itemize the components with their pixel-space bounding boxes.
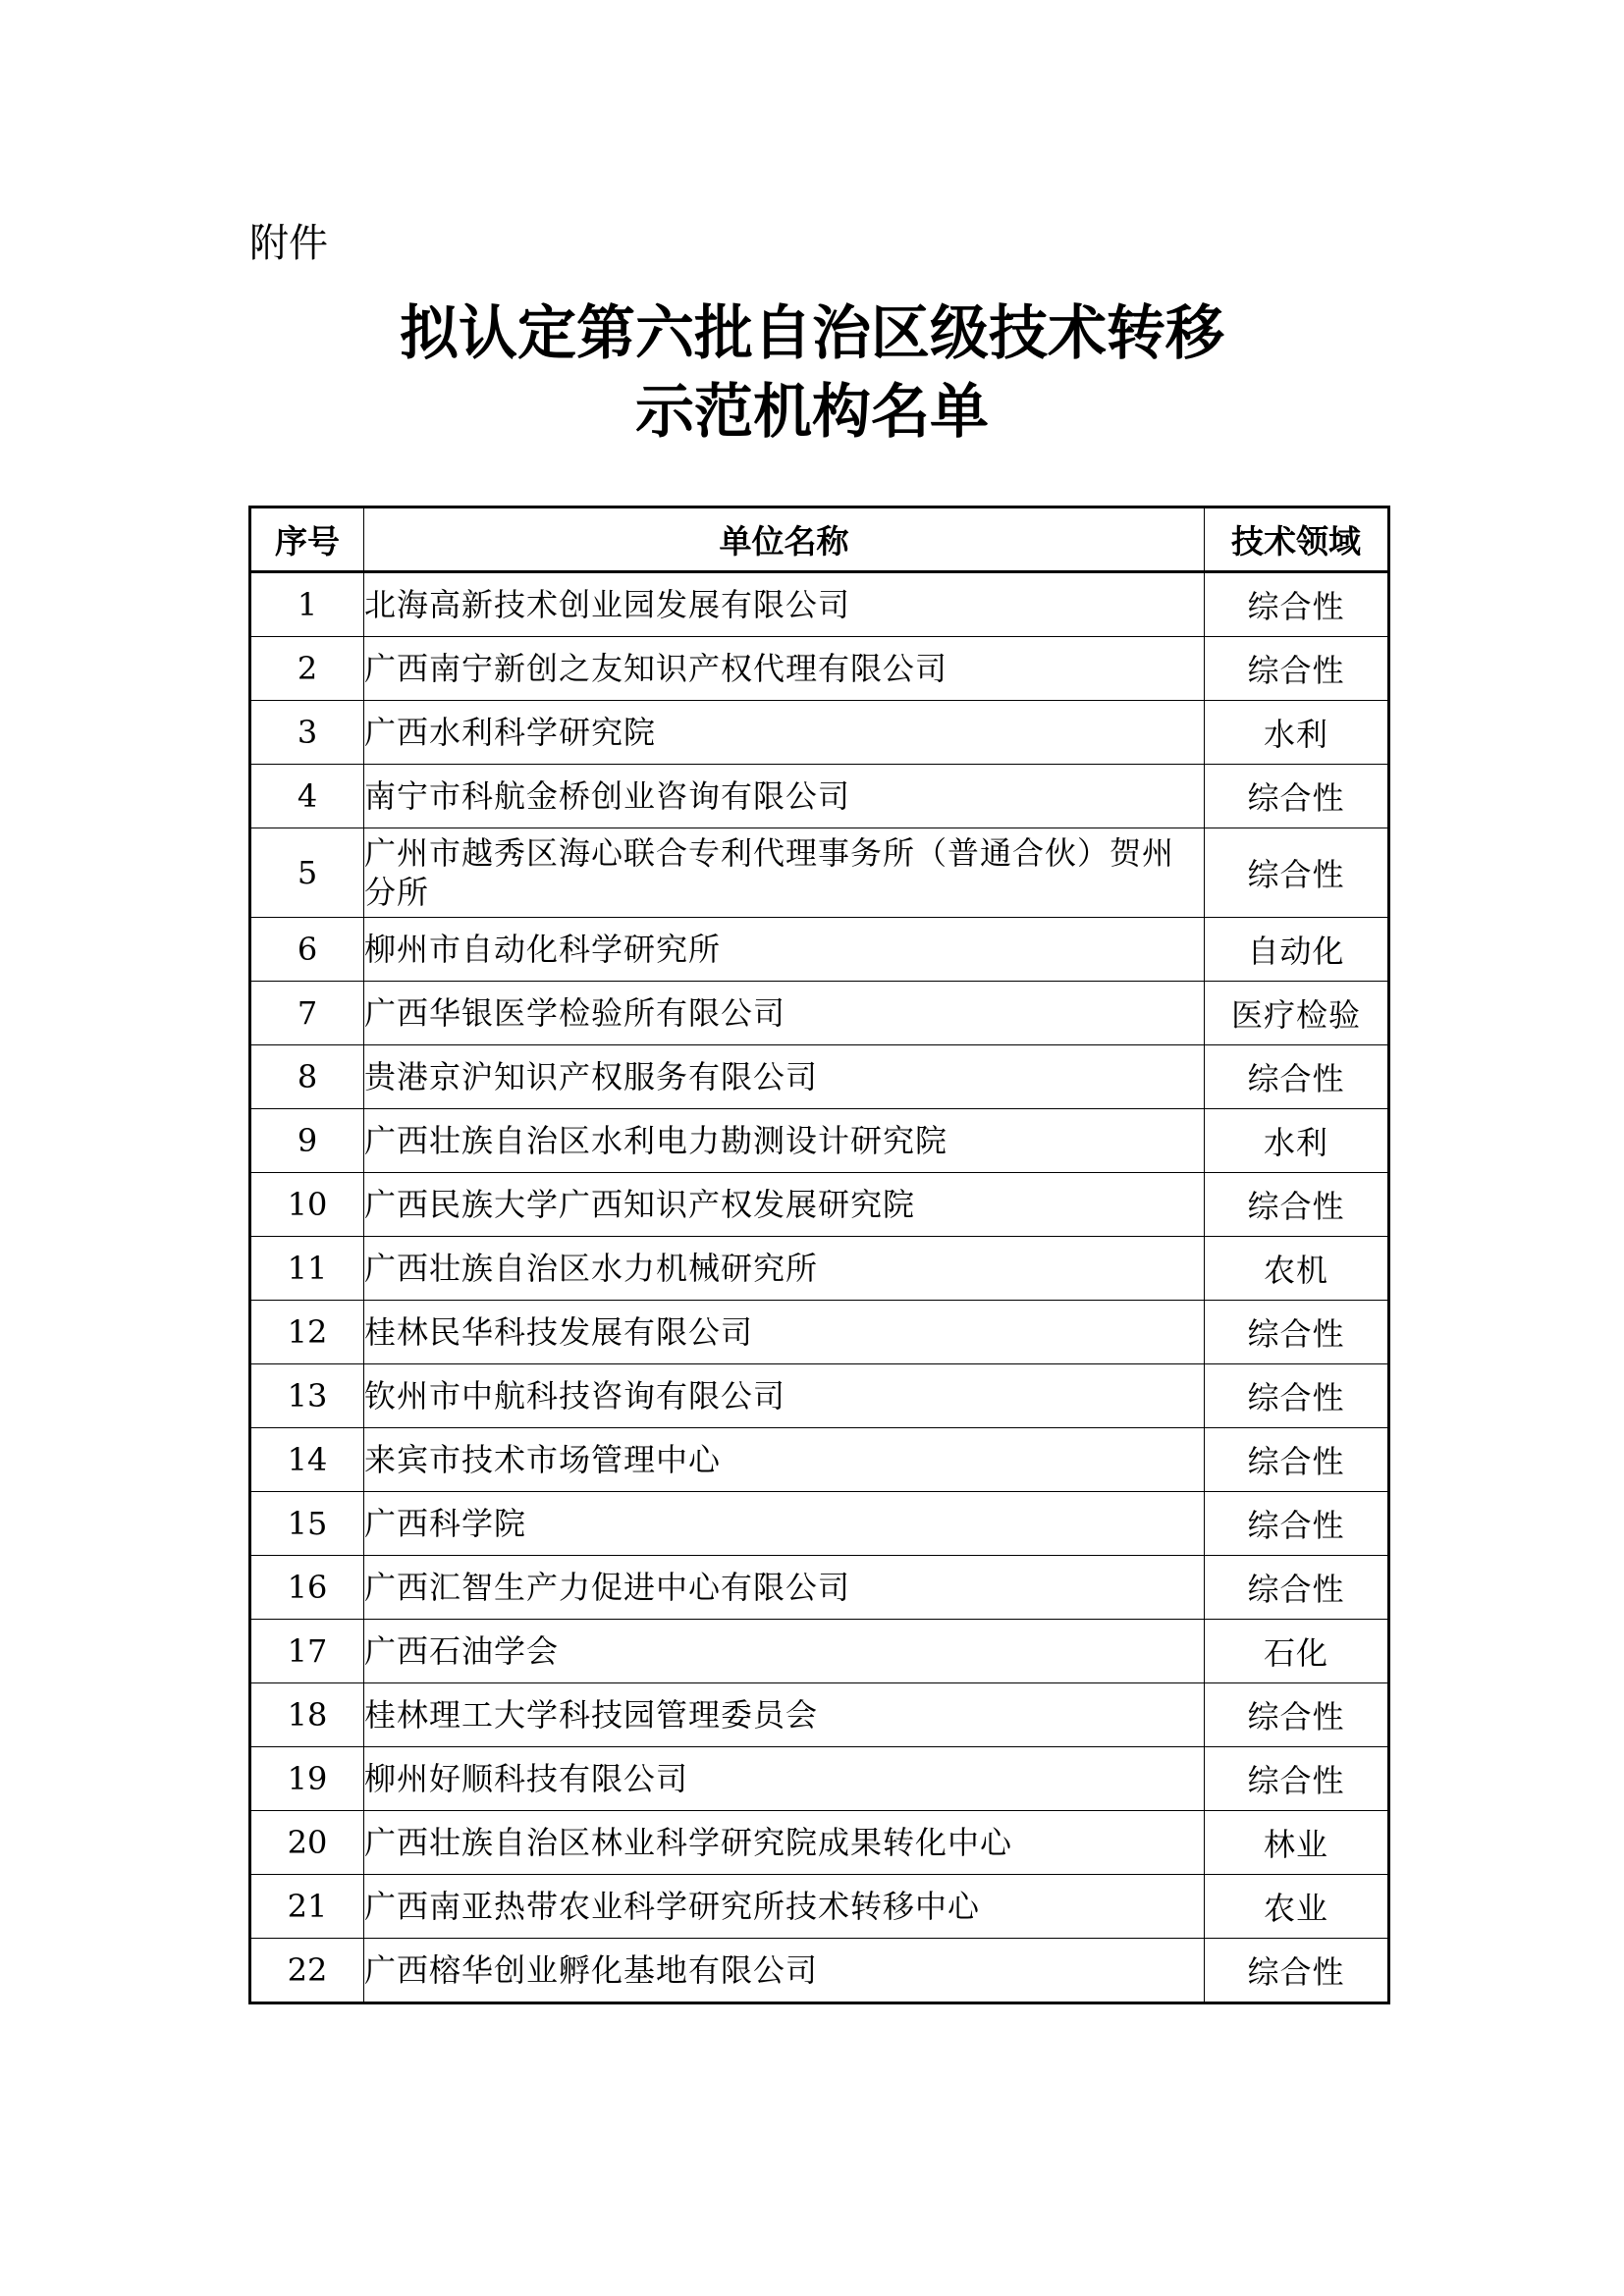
row-number: 10 (250, 1173, 364, 1237)
row-number: 11 (250, 1237, 364, 1301)
technical-field: 综合性 (1205, 572, 1389, 637)
institution-name: 桂林民华科技发展有限公司 (364, 1301, 1205, 1364)
table-row (250, 828, 1389, 918)
institution-name: 广西南宁新创之友知识产权代理有限公司 (364, 637, 1205, 701)
technical-field: 综合性 (1205, 1939, 1389, 2003)
table-row (250, 1364, 1389, 1428)
institution-name: 来宾市技术市场管理中心 (364, 1428, 1205, 1492)
technical-field: 综合性 (1205, 828, 1389, 918)
institution-name: 柳州好顺科技有限公司 (364, 1747, 1205, 1811)
document-title-line2: 示范机构名单 (635, 378, 989, 447)
technical-field: 综合性 (1205, 1556, 1389, 1620)
institution-name: 桂林理工大学科技园管理委员会 (364, 1683, 1205, 1747)
technical-field: 综合性 (1205, 1492, 1389, 1556)
technical-field: 农机 (1205, 1237, 1389, 1301)
document-title-line1: 拟认定第六批自治区级技术转移 (400, 299, 1224, 368)
technical-field: 综合性 (1205, 1747, 1389, 1811)
institution-name: 广西壮族自治区水利电力勘测设计研究院 (364, 1109, 1205, 1173)
row-number: 19 (250, 1747, 364, 1811)
table-row (250, 1237, 1389, 1301)
row-number: 21 (250, 1875, 364, 1939)
row-number: 3 (250, 701, 364, 765)
row-number: 7 (250, 982, 364, 1045)
row-number: 12 (250, 1301, 364, 1364)
technical-field: 林业 (1205, 1811, 1389, 1875)
institution-name: 广西壮族自治区林业科学研究院成果转化中心 (364, 1811, 1205, 1875)
institution-name: 贵港京沪知识产权服务有限公司 (364, 1045, 1205, 1109)
institution-name: 柳州市自动化科学研究所 (364, 918, 1205, 982)
row-number: 4 (250, 765, 364, 828)
row-number: 5 (250, 828, 364, 918)
row-number: 13 (250, 1364, 364, 1428)
institution-name: 广西科学院 (364, 1492, 1205, 1556)
row-number: 22 (250, 1939, 364, 2003)
row-number: 20 (250, 1811, 364, 1875)
technical-field: 综合性 (1205, 765, 1389, 828)
row-number: 6 (250, 918, 364, 982)
technical-field: 综合性 (1205, 1428, 1389, 1492)
row-number: 16 (250, 1556, 364, 1620)
row-number: 17 (250, 1620, 364, 1683)
institution-name: 广西汇智生产力促进中心有限公司 (364, 1556, 1205, 1620)
row-number: 18 (250, 1683, 364, 1747)
table-row (250, 1811, 1389, 1875)
table-row (250, 637, 1389, 701)
table-row (250, 1875, 1389, 1939)
row-number: 1 (250, 572, 364, 637)
technical-field: 水利 (1205, 701, 1389, 765)
attachment-label: 附件 (249, 221, 328, 266)
table-row (250, 1301, 1389, 1364)
institution-name: 广西榕华创业孵化基地有限公司 (364, 1939, 1205, 2003)
row-number: 14 (250, 1428, 364, 1492)
institution-name: 广州市越秀区海心联合专利代理事务所（普通合伙）贺州分所 (364, 828, 1205, 918)
institution-name: 钦州市中航科技咨询有限公司 (364, 1364, 1205, 1428)
institution-name: 广西南亚热带农业科学研究所技术转移中心 (364, 1875, 1205, 1939)
technical-field: 综合性 (1205, 1173, 1389, 1237)
table-row (250, 1492, 1389, 1556)
institution-name: 广西石油学会 (364, 1620, 1205, 1683)
table-row (250, 701, 1389, 765)
institution-name: 北海高新技术创业园发展有限公司 (364, 572, 1205, 637)
institution-name: 广西壮族自治区水力机械研究所 (364, 1237, 1205, 1301)
technical-field: 综合性 (1205, 1364, 1389, 1428)
table-row (250, 1620, 1389, 1683)
institution-name: 广西民族大学广西知识产权发展研究院 (364, 1173, 1205, 1237)
technical-field: 综合性 (1205, 1683, 1389, 1747)
technical-field: 综合性 (1205, 637, 1389, 701)
technical-field: 石化 (1205, 1620, 1389, 1683)
column-header-number: 序号 (250, 507, 364, 572)
table-row (250, 765, 1389, 828)
table-row (250, 1428, 1389, 1492)
column-header-field: 技术领域 (1205, 507, 1389, 572)
technical-field: 水利 (1205, 1109, 1389, 1173)
table-header-row (250, 507, 1389, 572)
institution-name: 广西水利科学研究院 (364, 701, 1205, 765)
table-row (250, 572, 1389, 637)
institution-table (248, 506, 1390, 2004)
technical-field: 农业 (1205, 1875, 1389, 1939)
technical-field: 医疗检验 (1205, 982, 1389, 1045)
technical-field: 综合性 (1205, 1301, 1389, 1364)
table-row (250, 1045, 1389, 1109)
column-header-name: 单位名称 (364, 507, 1205, 572)
technical-field: 综合性 (1205, 1045, 1389, 1109)
table-row (250, 1939, 1389, 2003)
row-number: 15 (250, 1492, 364, 1556)
institution-name: 广西华银医学检验所有限公司 (364, 982, 1205, 1045)
table-row (250, 1173, 1389, 1237)
table-row (250, 1683, 1389, 1747)
table-row (250, 1556, 1389, 1620)
row-number: 8 (250, 1045, 364, 1109)
table-row (250, 1747, 1389, 1811)
technical-field: 自动化 (1205, 918, 1389, 982)
row-number: 2 (250, 637, 364, 701)
institution-name: 南宁市科航金桥创业咨询有限公司 (364, 765, 1205, 828)
row-number: 9 (250, 1109, 364, 1173)
table-row (250, 982, 1389, 1045)
table-row (250, 918, 1389, 982)
table-row (250, 1109, 1389, 1173)
